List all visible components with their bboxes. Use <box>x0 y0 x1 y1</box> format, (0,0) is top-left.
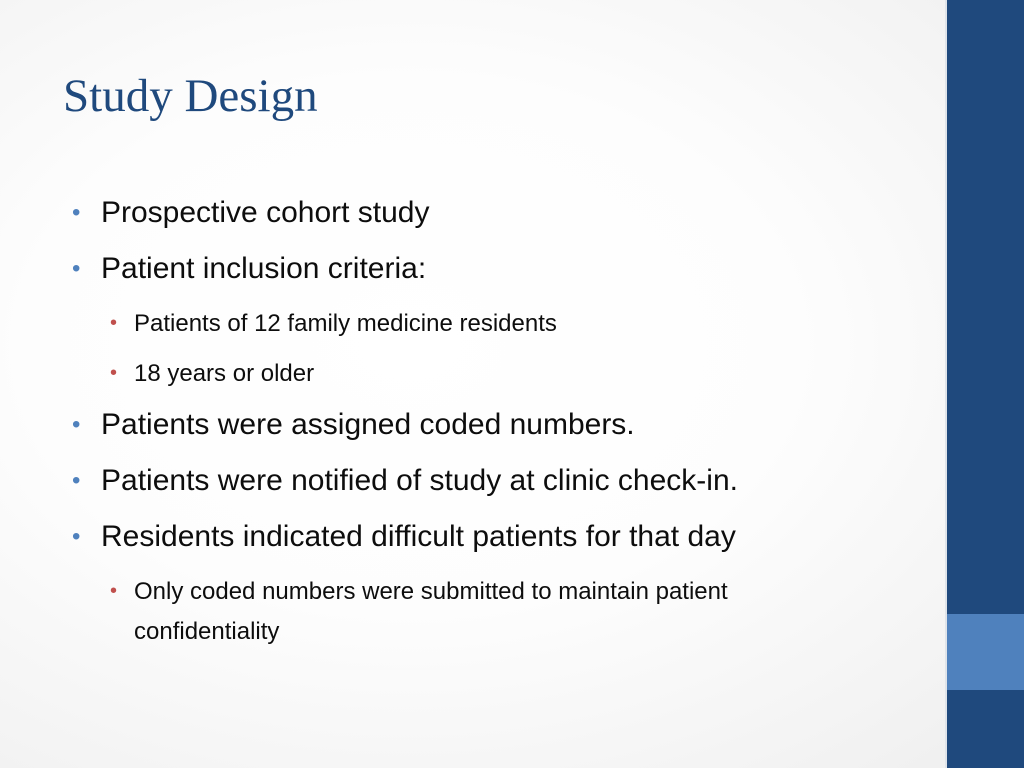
bullet-icon: • <box>72 255 81 282</box>
bullet-text: Patient inclusion criteria: <box>101 252 427 285</box>
bullet-text: Patients were notified of study at clinic check-in. <box>101 464 738 497</box>
bullet-text: Prospective cohort study <box>101 196 430 229</box>
sub-bullet-text: Patients of 12 family medicine residents <box>134 310 557 337</box>
bullet-item <box>72 460 932 502</box>
sub-bullet-item <box>72 304 932 343</box>
sub-bullet-text: Only coded numbers were submitted to maintain patient confidentiality <box>134 578 728 645</box>
bullet-icon: • <box>72 411 81 438</box>
bullet-text: Residents indicated difficult patients for that day <box>101 520 736 553</box>
bullet-text: Patients were assigned coded numbers. <box>101 408 635 441</box>
sub-bullet-list <box>72 304 932 393</box>
sidebar-accent-block <box>947 614 1024 690</box>
sub-bullet-icon: • <box>110 362 118 384</box>
bullet-item <box>72 248 932 290</box>
sub-bullet-list <box>72 572 932 652</box>
bullet-item <box>72 404 932 446</box>
bullet-icon: • <box>72 523 81 550</box>
sub-bullet-icon: • <box>110 580 118 602</box>
bullet-item <box>72 192 932 234</box>
slide-title: Study Design <box>63 70 318 122</box>
sub-bullet-text: 18 years or older <box>134 360 315 387</box>
bullet-icon: • <box>72 467 81 494</box>
sub-bullet-group <box>72 572 932 652</box>
sub-bullet-item <box>72 572 854 652</box>
sub-bullet-icon: • <box>110 312 118 334</box>
bullet-list <box>72 192 932 663</box>
bullet-icon: • <box>72 199 81 226</box>
bullet-item <box>72 516 932 558</box>
sub-bullet-item <box>72 354 932 393</box>
sub-bullet-group <box>72 304 932 393</box>
